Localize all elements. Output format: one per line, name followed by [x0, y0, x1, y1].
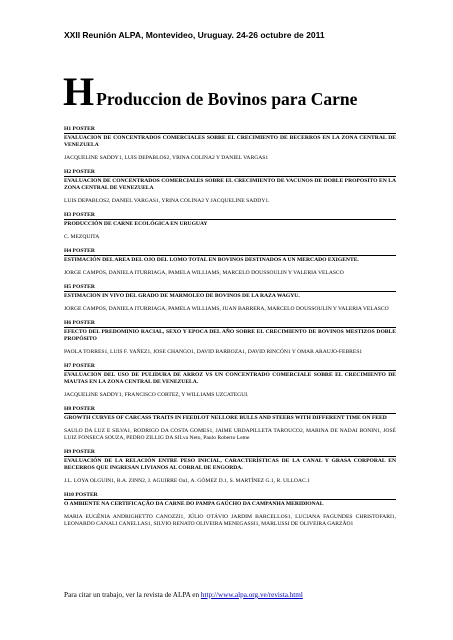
divider [64, 370, 396, 371]
page-header: XXII Reunión ALPA, Montevideo, Uruguay. 24-26 octubre de 2011 [64, 30, 325, 40]
entry-title: EVALUACION DE CONCENTRADOS COMERCIALES SOBRE EL CRECIMIENTO DE BECERROS EN LA ZONA CENTRAL DE VENEZUELA [64, 135, 396, 148]
entry-code: H10 POSTER [64, 492, 98, 498]
entry-h9 [64, 449, 396, 485]
footer-text: Para citar un trabajo, ver la revista de ALPA en [64, 591, 200, 599]
entry-title: EFECTO DEL PREDOMINIO RACIAL, SEXO Y EPOCA DEL AÑO SOBRE EL CRECIMIENTO DE BOVINOS MESTIZOS DOBLE PROPÓSITO [64, 329, 396, 342]
divider [64, 133, 396, 134]
entry-authors: JORGE CAMPOS, DANIELA ITURRIAGA, PAMELA WILLIAMS, JUAN BARRERA, MARCELO DOUSSOULIN Y VALERIA VELASCO [64, 306, 389, 312]
entry-authors: JACQUELINE SADDY1, LUIS DEPABLOS2, YRINA COLINA2 Y DANIEL VARGAS1 [64, 155, 269, 161]
entry-authors: JORGE CAMPOS, DANIELA ITURRIAGA, PAMELA WILLIAMS, MARCELO DOUSSOULIN Y VALERIA VELASCO [64, 270, 344, 276]
section-title-text: Produccion de Bovinos para Carne [96, 89, 358, 109]
entry-authors: C. MEZQUITA [64, 234, 100, 240]
entry-title: EVALUACION DE CONCENTRADOS COMERCIALES SOBRE EL CRECIMIENTO DE VACUNOS DE DOBLE PROPOSITO EN LA ZONA CENTRAL DE VENEZUELA [64, 178, 396, 191]
entry-h3 [64, 212, 396, 241]
entries-list [64, 126, 396, 535]
entry-authors: SAULO DA LUZ E SILVA1, RODRIGO DA COSTA GOMES1, JAIME URDAPILLETA TAROUCO2, MARINA DE NADAI BONIN1, JOSÉ LUIZ FONSECA SOUZA, PEDRO ZILLIG DA SILva Neto, Paulo Roberto Leme [64, 428, 396, 441]
entry-authors: LUIS DEPABLOS2, DANIEL VARGAS1, YRINA COLINA2 Y JACQUELINE SADDY1. [64, 198, 270, 204]
entry-h5 [64, 284, 396, 313]
entry-title: EVALUACION DEL USO DE PULIDURA DE ARROZ VS UN CONCENTRADO COMERCIALE SOBRE EL CRECIMIENTO DE MAUTAS EN LA ZONA CENTRAL DE VENEZUELA. [64, 372, 396, 385]
entry-code: H1 POSTER [64, 126, 95, 132]
entry-h8 [64, 406, 396, 442]
entry-title: O AMBIENTE NA CERTIFICAÇÃO DA CARNE DO PAMPA GAÚCHO DA CAMPANHA MERIDIONAL [64, 501, 324, 507]
page-footer [64, 591, 303, 599]
divider [64, 291, 396, 292]
entry-code: H6 POSTER [64, 320, 95, 326]
divider [64, 255, 396, 256]
entry-code: H9 POSTER [64, 449, 95, 455]
section-letter: H [63, 69, 95, 114]
entry-h2 [64, 169, 396, 205]
entry-authors: PAOLA TORRES1, LUIS F. YAÑEZ1, JOSE CHANGO1, DAVID BARBOZA1, DAVID RINCÓN1 Y OMAR ARAUJO-FEBRES1 [64, 349, 363, 355]
divider [64, 327, 396, 328]
entry-title: EVALUACIÓN DE LA RELACIÓN ENTRE PESO INICIAL, CARACTERÍSTICAS DE LA CANAL Y GRASA CORPORAL EN BECERROS QUE INGRESAN LIVIANOS AL CORRAL DE ENGORDA. [64, 458, 396, 471]
entry-code: H5 POSTER [64, 284, 95, 290]
entry-authors: MARIA EUGÊNIA ANDRIGHETTO CANOZZI1, JÚLIO OTÁVIO JARDIM BARCELLOS1, LUCIANA FAGUNDES CHRISTOFARI1, LEONARDO CANALI CANELLAS1, SILVIO RENATO OLIVEIRA MENEGASSI1, MARLUSSI DE OLIVEIRA GARZÃO1 [64, 514, 396, 527]
entry-h4 [64, 248, 396, 277]
divider [64, 499, 396, 500]
entry-title: ESTIMACIÓN DEL AREA DEL OJO DEL LOMO TOTAL EN BOVINOS DESTINADOS A UN MERCADO EXIGENTE. [64, 257, 359, 263]
entry-title: PRODUCCIÓN DE CARNE ECOLÓGICA EN URUGUAY [64, 221, 208, 227]
entry-code: H3 POSTER [64, 212, 95, 218]
entry-title: ESTIMACION IN VIVO DEL GRADO DE MARMOLEO DE BOVINOS DE LA RAZA WAGYU. [64, 293, 300, 299]
section-title [63, 69, 358, 114]
entry-h6 [64, 320, 396, 356]
divider [64, 413, 396, 414]
entry-code: H8 POSTER [64, 406, 95, 412]
entry-title: GROWTH CURVES OF CARCASS TRAITS IN FEEDLOT NELLORE BULLS AND STEERS WITH DIFFERENT TIME ON FEED [64, 415, 387, 421]
entry-authors: JACQUELINE SADDY1, FRANCISCO CORTEZ, Y WILLIAMS UZCATEGUI. [64, 392, 249, 398]
entry-h10 [64, 492, 396, 528]
entry-authors: J.L. LOYA OLGUIN1, R.A. ZINN2, J. AGUIRRE Oa1, A. GÓMEZ D.1, S. MARTÍNEZ G.1, R. ULLOAC.1 [64, 478, 310, 484]
divider [64, 456, 396, 457]
journal-link[interactable]: http://www.alpa.org.ve/revista.html [200, 591, 303, 599]
divider [64, 176, 396, 177]
entry-code: H7 POSTER [64, 363, 95, 369]
entry-h7 [64, 363, 396, 399]
entry-h1 [64, 126, 396, 162]
divider [64, 219, 396, 220]
entry-code: H4 POSTER [64, 248, 95, 254]
entry-code: H2 POSTER [64, 169, 95, 175]
